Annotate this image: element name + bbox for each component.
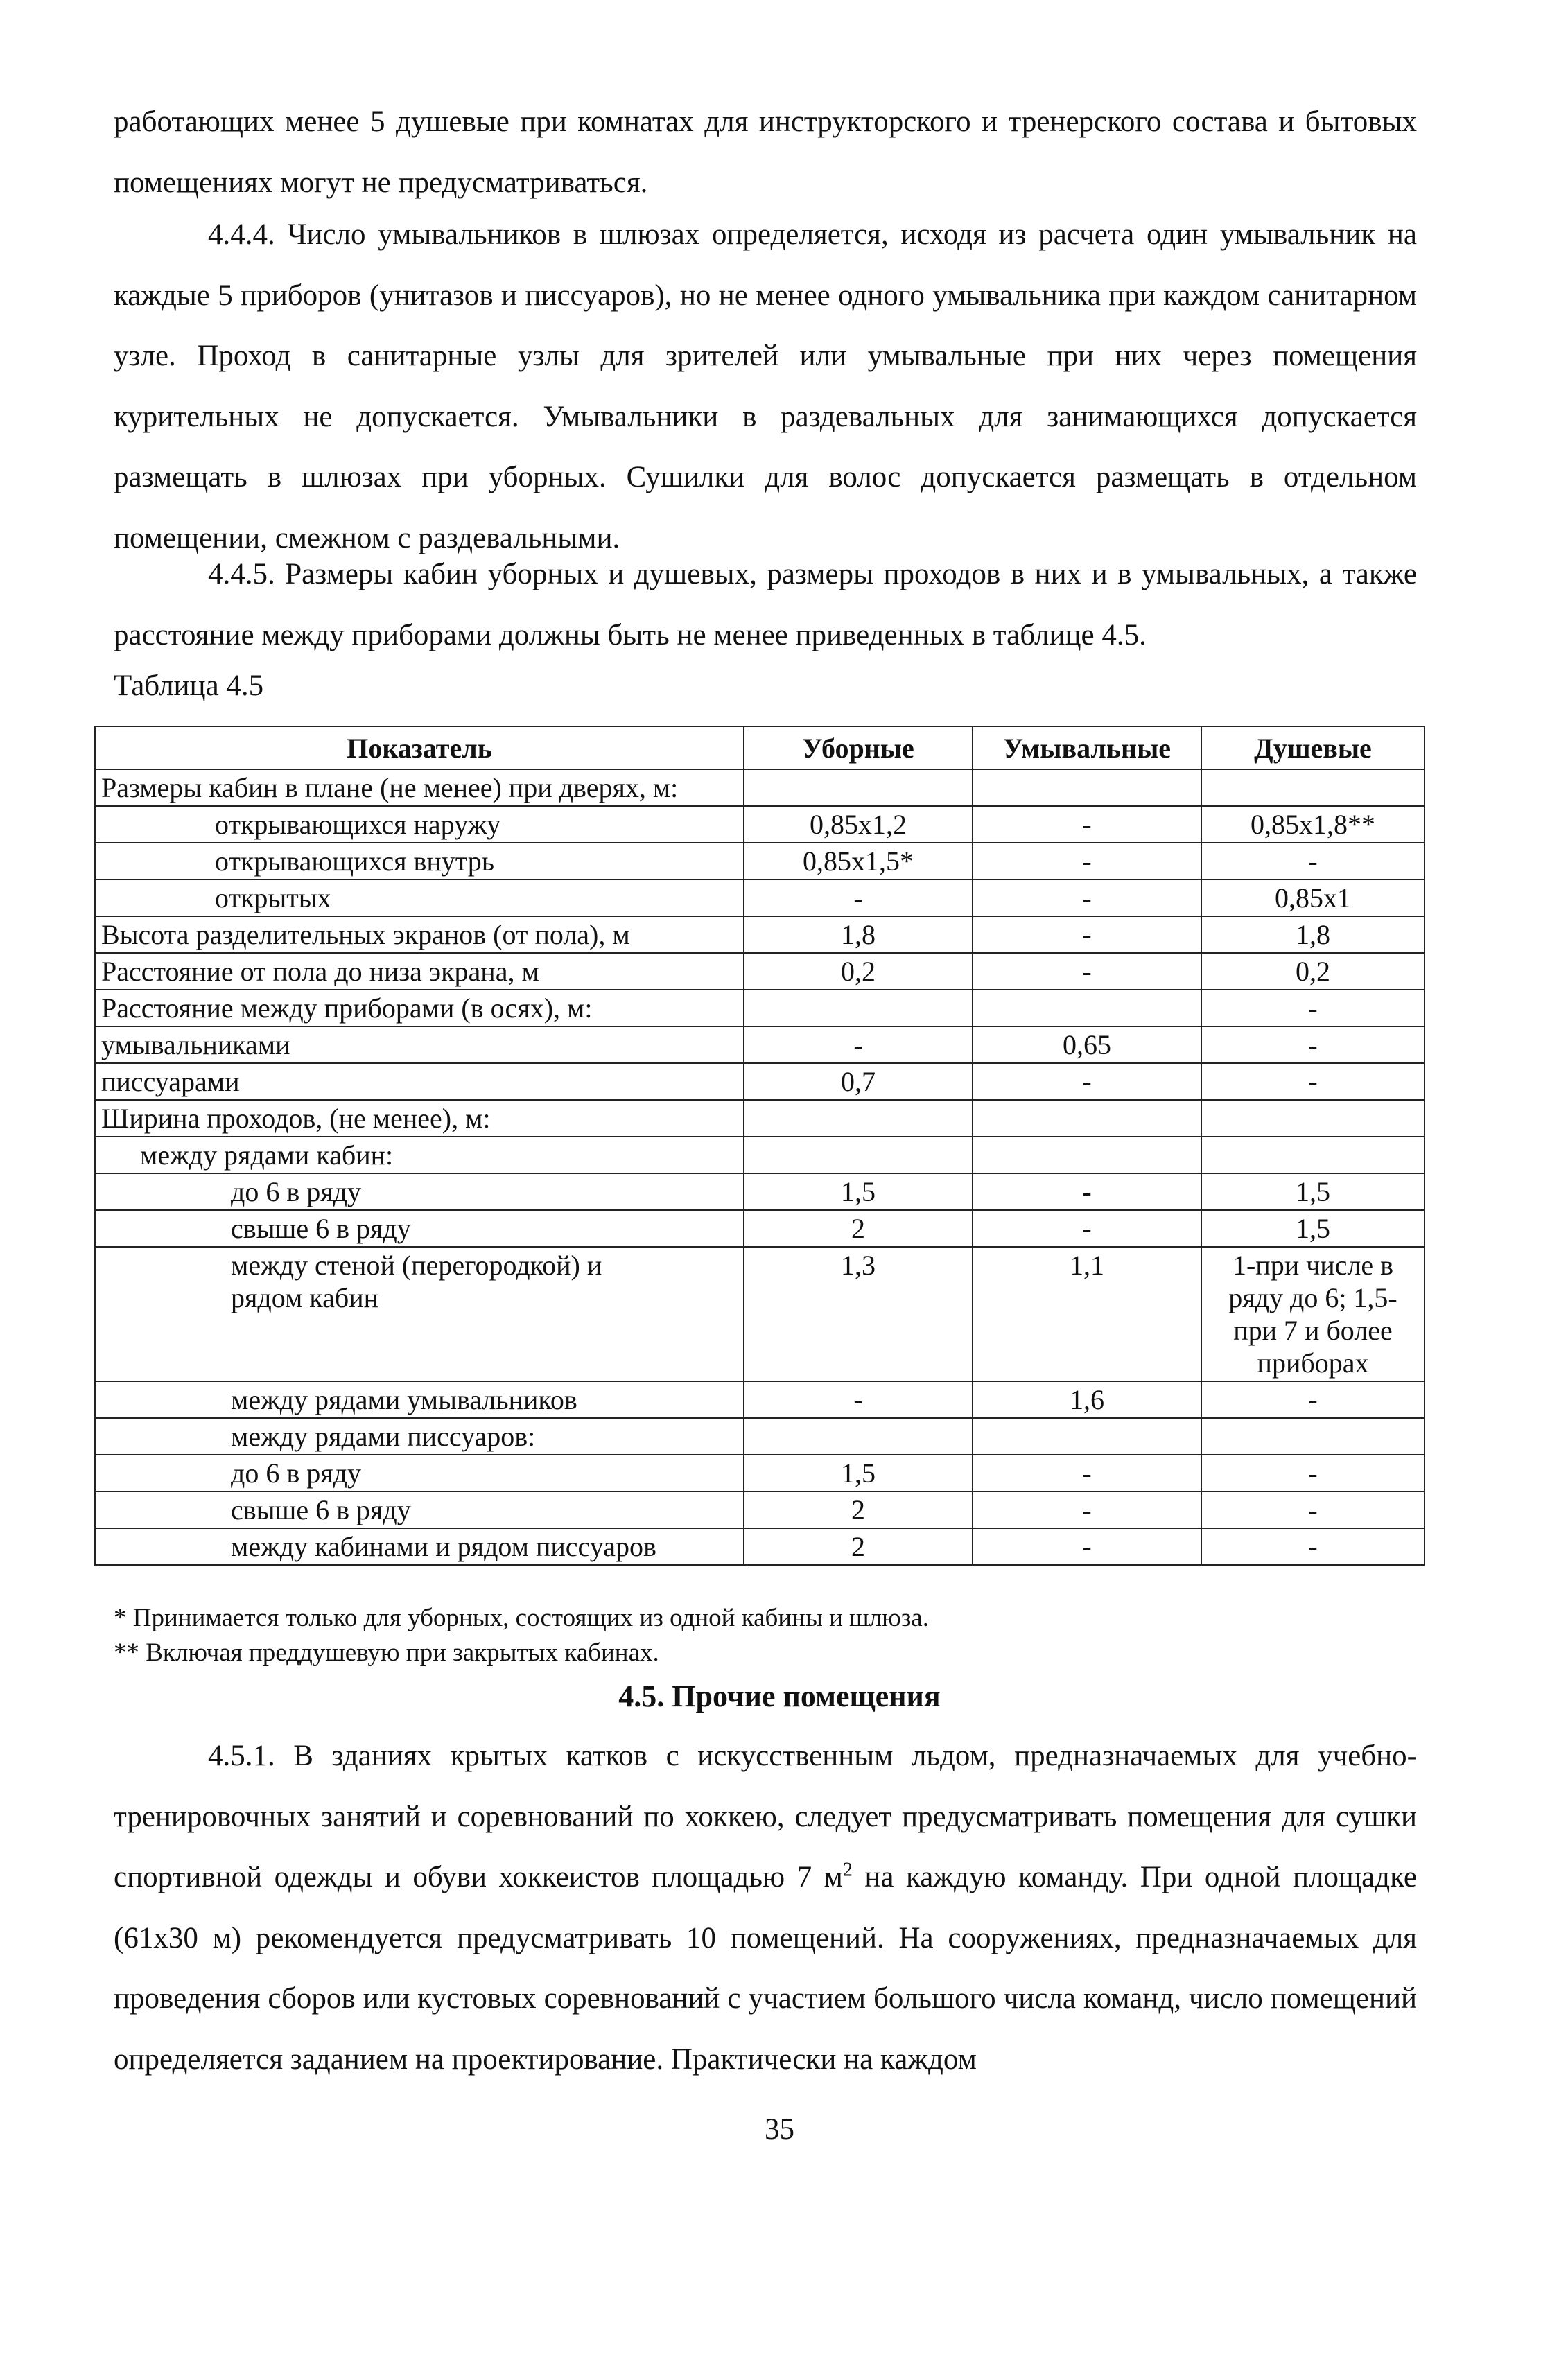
row-label: между стеной (перегородкой) и рядом кабин — [95, 1247, 744, 1381]
cell-toilets: 2 — [744, 1491, 973, 1528]
cell-showers — [1201, 769, 1425, 806]
cell-washrooms: - — [973, 1455, 1201, 1491]
row-label: между рядами писсуаров: — [95, 1418, 744, 1455]
table-row — [95, 880, 1425, 916]
cell-washrooms — [973, 990, 1201, 1026]
cell-toilets: 1,8 — [744, 916, 973, 953]
table-row — [95, 916, 1425, 953]
cell-showers: - — [1201, 1528, 1425, 1565]
row-label: умывальниками — [95, 1026, 744, 1063]
table-caption: Таблица 4.5 — [114, 670, 264, 702]
cell-washrooms: 0,65 — [973, 1026, 1201, 1063]
cell-toilets: - — [744, 880, 973, 916]
cell-toilets: 0,85х1,2 — [744, 806, 973, 843]
table-row — [95, 1210, 1425, 1247]
row-label: свыше 6 в ряду — [95, 1210, 744, 1247]
footnote-1: * Принимается только для уборных, состоящих из одной кабины и шлюза. — [114, 1604, 930, 1632]
cell-washrooms: - — [973, 1528, 1201, 1565]
cell-showers: - — [1201, 1026, 1425, 1063]
cell-showers: - — [1201, 1381, 1425, 1418]
cell-showers: 0,85х1 — [1201, 880, 1425, 916]
cell-washrooms: - — [973, 1173, 1201, 1210]
cell-washrooms: - — [973, 806, 1201, 843]
row-label: открытых — [95, 880, 744, 916]
page-number: 35 — [765, 2113, 794, 2146]
table-row — [95, 1418, 1425, 1455]
paragraph-text-end: на каждую команду. При одной площадке (61х30 м) рекомендуется предусматривать 10 помещений. На сооружениях, предназначаемых для проведения сборов или кустовых соревнований с участием большого числа команд, число помещений определяется заданием на проектирование. Практически на каждом — [114, 1861, 1417, 2076]
superscript: 2 — [842, 1859, 853, 1881]
cell-showers: - — [1201, 843, 1425, 880]
row-label: между рядами кабин: — [95, 1137, 744, 1173]
row-label: Ширина проходов, (не менее), м: — [95, 1100, 744, 1137]
cell-washrooms: - — [973, 916, 1201, 953]
row-label: открывающихся внутрь — [95, 843, 744, 880]
cell-toilets: 2 — [744, 1210, 973, 1247]
cell-washrooms — [973, 1100, 1201, 1137]
cell-toilets: - — [744, 1381, 973, 1418]
cell-washrooms: - — [973, 1210, 1201, 1247]
cell-showers: 1,5 — [1201, 1210, 1425, 1247]
table-header-row — [95, 726, 1425, 769]
table-footnotes — [114, 1601, 929, 1670]
cell-showers: - — [1201, 1491, 1425, 1528]
cell-showers: - — [1201, 990, 1425, 1026]
table-row — [95, 1063, 1425, 1100]
header-washrooms: Умывальные — [973, 726, 1201, 769]
cell-washrooms: - — [973, 1491, 1201, 1528]
cell-washrooms: - — [973, 880, 1201, 916]
row-label: до 6 в ряду — [95, 1455, 744, 1491]
paragraph-4-4-5: 4.4.5. Размеры кабин уборных и душевых, размеры проходов в них и в умывальных, а также расстояние между приборами должны быть не менее приведенных в таблице 4.5. — [114, 558, 1417, 651]
cell-toilets: 0,7 — [744, 1063, 973, 1100]
cell-toilets: 0,85х1,5* — [744, 843, 973, 880]
cell-showers — [1201, 1418, 1425, 1455]
cell-toilets — [744, 990, 973, 1026]
cell-washrooms: - — [973, 1063, 1201, 1100]
paragraph-intro: работающих менее 5 душевые при комнатах для инструкторского и тренерского состава и бытовых помещениях могут не предусматриваться. — [114, 105, 1417, 199]
header-showers: Душевые — [1201, 726, 1425, 769]
cell-washrooms — [973, 1137, 1201, 1173]
row-label: писсуарами — [95, 1063, 744, 1100]
section-heading: 4.5. Прочие помещения — [618, 1679, 941, 1713]
row-label: свыше 6 в ряду — [95, 1491, 744, 1528]
row-label: Размеры кабин в плане (не менее) при дверях, м: — [95, 769, 744, 806]
cell-toilets: 1,5 — [744, 1455, 973, 1491]
table-row — [95, 1173, 1425, 1210]
cell-toilets — [744, 1418, 973, 1455]
cell-toilets: 1,3 — [744, 1247, 973, 1381]
row-label: между рядами умывальников — [95, 1381, 744, 1418]
header-toilets: Уборные — [744, 726, 973, 769]
cell-washrooms: 1,1 — [973, 1247, 1201, 1381]
cell-washrooms: - — [973, 843, 1201, 880]
cell-showers — [1201, 1100, 1425, 1137]
cell-washrooms — [973, 1418, 1201, 1455]
table-row — [95, 1455, 1425, 1491]
table-row — [95, 769, 1425, 806]
cell-toilets: - — [744, 1026, 973, 1063]
row-label: до 6 в ряду — [95, 1173, 744, 1210]
row-label: Высота разделительных экранов (от пола), м — [95, 916, 744, 953]
table-row — [95, 953, 1425, 990]
table-row — [95, 806, 1425, 843]
table-row — [95, 1100, 1425, 1137]
cell-showers: 1,8 — [1201, 916, 1425, 953]
cell-showers: - — [1201, 1063, 1425, 1100]
cell-showers: 1,5 — [1201, 1173, 1425, 1210]
cell-showers: 1-при числе в ряду до 6; 1,5-при 7 и более приборах — [1201, 1247, 1425, 1381]
table-row — [95, 1026, 1425, 1063]
cell-washrooms: 1,6 — [973, 1381, 1201, 1418]
cell-washrooms — [973, 769, 1201, 806]
table-row — [95, 1247, 1425, 1381]
row-label: Расстояние между приборами (в осях), м: — [95, 990, 744, 1026]
table-row — [95, 1381, 1425, 1418]
footnote-2: ** Включая преддушевую при закрытых кабинах. — [114, 1638, 659, 1667]
header-indicator: Показатель — [95, 726, 744, 769]
cell-toilets: 0,2 — [744, 953, 973, 990]
cell-showers: - — [1201, 1455, 1425, 1491]
cell-toilets — [744, 1100, 973, 1137]
table-row — [95, 1528, 1425, 1565]
cell-showers: 0,85х1,8** — [1201, 806, 1425, 843]
cell-showers — [1201, 1137, 1425, 1173]
table-row — [95, 843, 1425, 880]
cell-showers: 0,2 — [1201, 953, 1425, 990]
table-row — [95, 990, 1425, 1026]
row-label: открывающихся наружу — [95, 806, 744, 843]
paragraph-4-4-4: 4.4.4. Число умывальников в шлюзах определяется, исходя из расчета один умывальник на каждые 5 приборов (унитазов и писсуаров), но не менее одного умывальника при каждом санитарном узле. Проход в санитарные узлы для зрителей или умывальные при них через помещения курительных не допускается. Умывальники в раздевальных для занимающихся допускается размещать в шлюзах при уборных. Сушилки для волос допускается размещать в отдельном помещении, смежном с раздевальными. — [114, 218, 1417, 554]
table-row — [95, 1137, 1425, 1173]
cell-toilets — [744, 1137, 973, 1173]
paragraph-4-5-1 — [114, 1726, 1417, 2090]
paragraph-text-start: 4.5.1. В зданиях крытых катков с искусственным льдом, предназначаемых для учебно-тренировочных занятий и соревнований по хоккею, следует предусматривать помещения для сушки спортивной одежды и обуви хоккеистов площадью 7 м — [114, 1740, 1417, 1893]
cell-toilets: 1,5 — [744, 1173, 973, 1210]
table-row — [95, 1491, 1425, 1528]
table-4-5 — [94, 726, 1425, 1566]
cell-washrooms: - — [973, 953, 1201, 990]
cell-toilets — [744, 769, 973, 806]
row-label: между кабинами и рядом писсуаров — [95, 1528, 744, 1565]
cell-toilets: 2 — [744, 1528, 973, 1565]
row-label: Расстояние от пола до низа экрана, м — [95, 953, 744, 990]
